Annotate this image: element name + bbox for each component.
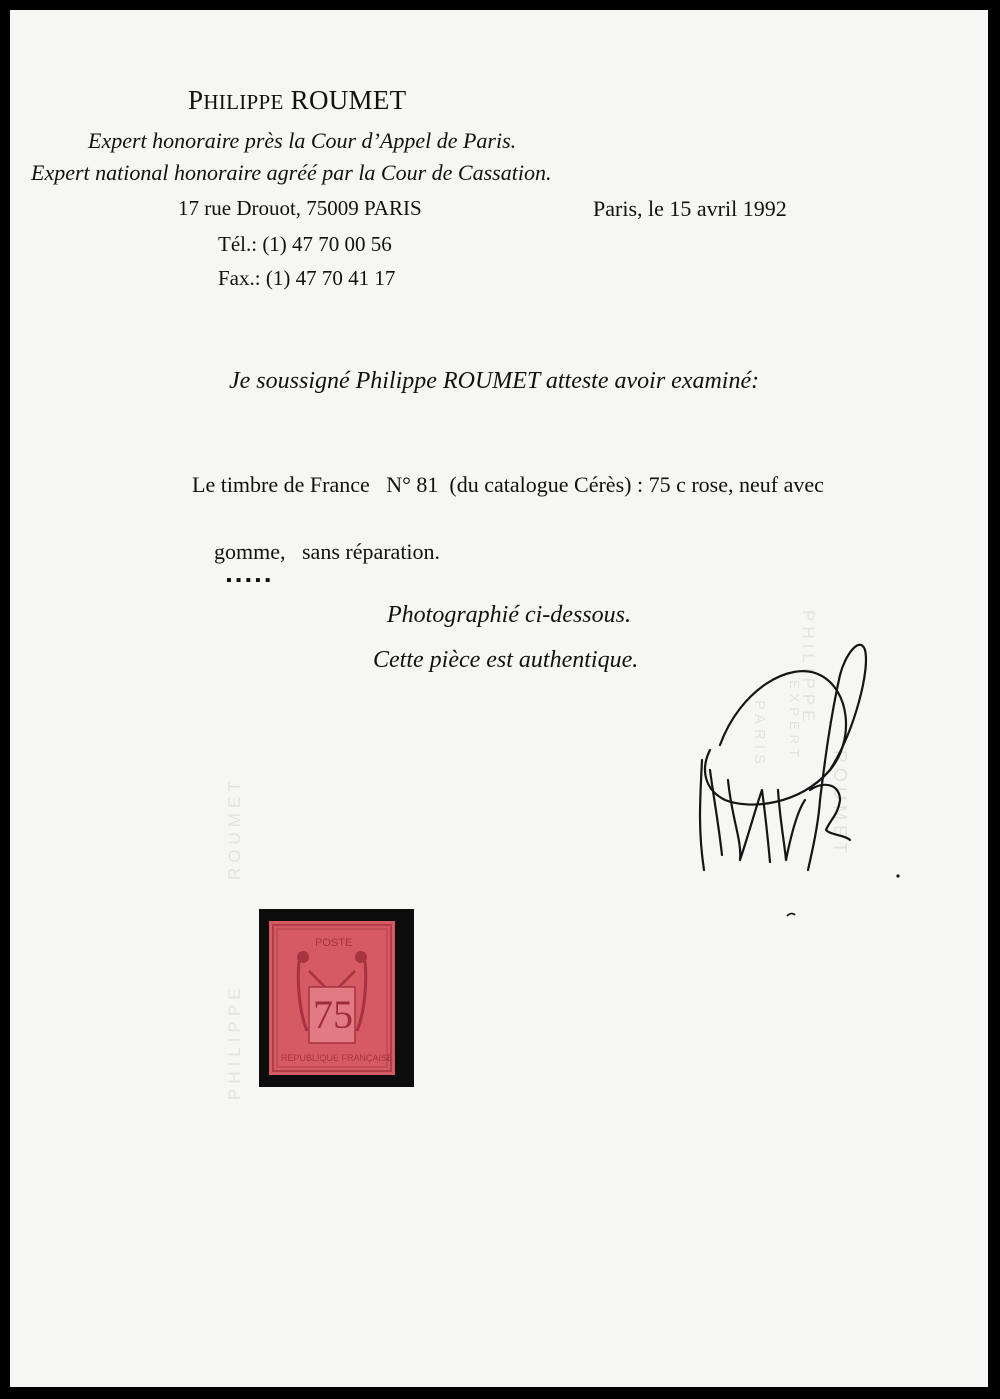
stamp-bottom-label: REPUBLIQUE FRANÇAISE (281, 1053, 394, 1063)
name-last: ROUMET (290, 85, 407, 115)
description-text: gomme, sans réparation. (214, 539, 441, 564)
authentic-note: Cette pièce est authentique. (373, 647, 639, 673)
dots-mark: ▪▪▪▪▪ (226, 572, 275, 589)
expert-name (188, 85, 406, 116)
certificate-sheet (10, 10, 988, 1387)
expert-fax: Fax.: (1) 47 70 41 17 (218, 266, 396, 290)
description-line-1: Le timbre de France N° 81 (du catalogue Cérès) : 75 c rose, neuf avec (192, 472, 824, 497)
emboss-expert: EXPERT (787, 680, 802, 762)
expert-title-1: Expert honoraire près la Cour d’Appel de Paris. (88, 128, 517, 153)
name-initial: P (188, 85, 204, 115)
stamp-value: 75 (313, 992, 353, 1037)
emboss-roumet: ROUMET (830, 750, 850, 858)
photo-note: Photographié ci-dessous. (387, 602, 631, 628)
stamp-top-label: POSTE (315, 937, 353, 949)
expert-title-2: Expert national honoraire agréé par la Cour de Cassation. (31, 160, 552, 185)
attestation-text: Je soussigné Philippe ROUMET atteste avoir examiné: (229, 368, 760, 394)
handwritten-signature (680, 630, 900, 900)
stamp-emboss-philippe: PHILIPPE (225, 983, 244, 1100)
place-date: Paris, le 15 avril 1992 (593, 196, 787, 221)
stamp-emboss-roumet: ROUMET (225, 776, 244, 880)
emboss-paris: PARIS (751, 700, 768, 769)
name-first-rest: HILIPPE (203, 90, 284, 114)
expert-phone: Tél.: (1) 47 70 00 56 (218, 232, 392, 256)
emboss-philippe: PHILIPPE (799, 610, 818, 727)
stamp-photo-mount (259, 909, 414, 1087)
expert-address: 17 rue Drouot, 75009 PARIS (178, 196, 422, 220)
postage-stamp (269, 921, 395, 1075)
ink-speck (785, 910, 797, 920)
